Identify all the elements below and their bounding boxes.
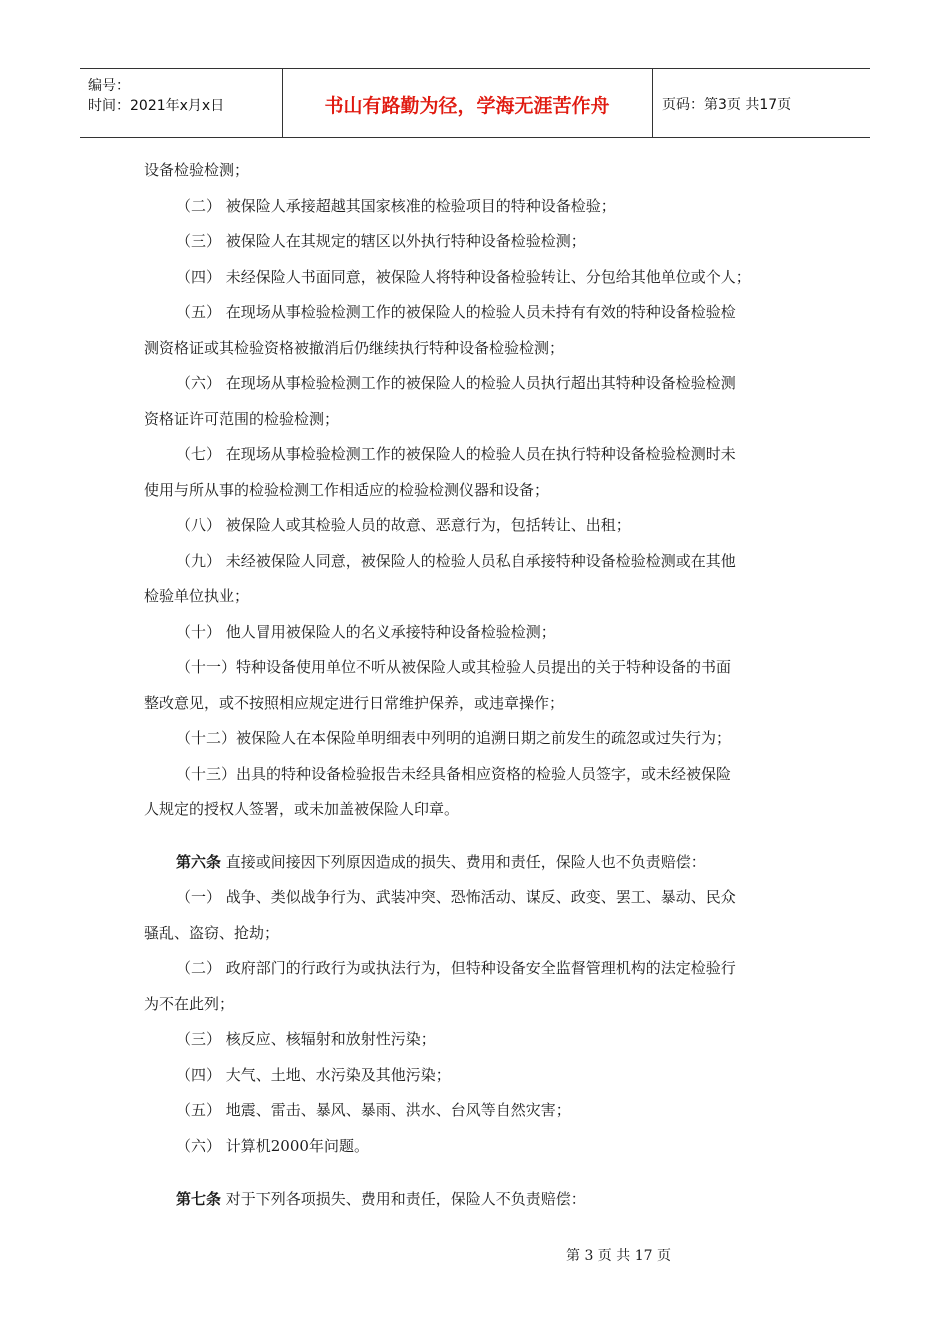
article-6-line: （三） 核反应、核辐射和放射性污染； (176, 1030, 436, 1048)
body-line: （八） 被保险人或其检验人员的故意、恶意行为，包括转让、出租； (176, 516, 631, 534)
article-7-heading (176, 1189, 586, 1209)
body-line: （十二）被保险人在本保险单明细表中列明的追溯日期之前发生的疏忽或过失行为； (176, 729, 732, 747)
page-label: 页码：第3页 共17页 (662, 97, 792, 113)
body-line: （三） 被保险人在其规定的辖区以外执行特种设备检验检测； (176, 232, 586, 250)
body-line: （四） 未经保险人书面同意，被保险人将特种设备检验转让、分包给其他单位或个人； (176, 268, 751, 286)
article-6-heading (176, 852, 706, 872)
body-line: （五） 在现场从事检验检测工作的被保险人的检验人员未持有有效的特种设备检验检 (176, 303, 736, 321)
article-6-line: （六） 计算机2000年问题。 (176, 1137, 369, 1155)
article-6-line: 为不在此列； (144, 995, 235, 1013)
article-6-line: （四） 大气、土地、水污染及其他污染； (176, 1066, 451, 1084)
body-line: 测资格证或其检验资格被撤消后仍继续执行特种设备检验检测； (144, 339, 565, 357)
body-line: （七） 在现场从事检验检测工作的被保险人的检验人员在执行特种设备检验检测时未 (176, 445, 736, 463)
body-line: 人规定的授权人签署，或未加盖被保险人印章。 (144, 800, 460, 818)
body-line: （二） 被保险人承接超越其国家核准的检验项目的特种设备检验； (176, 197, 616, 215)
body-line: （十） 他人冒用被保险人的名义承接特种设备检验检测； (176, 623, 556, 641)
footer-page-number: 第 3 页 共 17 页 (566, 1248, 671, 1264)
article-6-line: （五） 地震、雷击、暴风、暴雨、洪水、台风等自然灾害； (176, 1101, 571, 1119)
body-line: 使用与所从事的检验检测工作相适应的检验检测仪器和设备； (144, 481, 550, 499)
article-6-line: 骚乱、盗窃、抢劫； (144, 924, 280, 942)
body-line: 检验单位执业； (144, 587, 250, 605)
article-7-label: 第七条 (176, 1190, 222, 1208)
article-7-text: 对于下列各项损失、费用和责任，保险人不负责赔偿： (225, 1190, 586, 1208)
body-line: （九） 未经被保险人同意，被保险人的检验人员私自承接特种设备检验检测或在其他 (176, 552, 736, 570)
date-label: 时间：2021年x月x日 (88, 98, 225, 114)
body-line: （十三）出具的特种设备检验报告未经具备相应资格的检验人员签字，或未经被保险 (176, 765, 732, 783)
body-line: 整改意见，或不按照相应规定进行日常维护保养，或违章操作； (144, 694, 565, 712)
body-line: （六） 在现场从事检验检测工作的被保险人的检验人员执行超出其特种设备检验检测 (176, 374, 736, 392)
article-6-line: （二） 政府部门的行政行为或执法行为，但特种设备安全监督管理机构的法定检验行 (176, 959, 736, 977)
serial-label: 编号： (88, 78, 130, 94)
article-6-label: 第六条 (176, 853, 222, 871)
article-6-line: （一） 战争、类似战争行为、武装冲突、恐怖活动、谋反、政变、罢工、暴动、民众 (176, 888, 736, 906)
article-6-text: 直接或间接因下列原因造成的损失、费用和责任，保险人也不负责赔偿： (225, 853, 706, 871)
body-line: （十一）特种设备使用单位不听从被保险人或其检验人员提出的关于特种设备的书面 (176, 658, 732, 676)
body-line: 资格证许可范围的检验检测； (144, 410, 340, 428)
body-line: 设备检验检测； (144, 161, 250, 179)
motto-text: 书山有路勤为径，学海无涯苦作舟 (324, 95, 610, 117)
